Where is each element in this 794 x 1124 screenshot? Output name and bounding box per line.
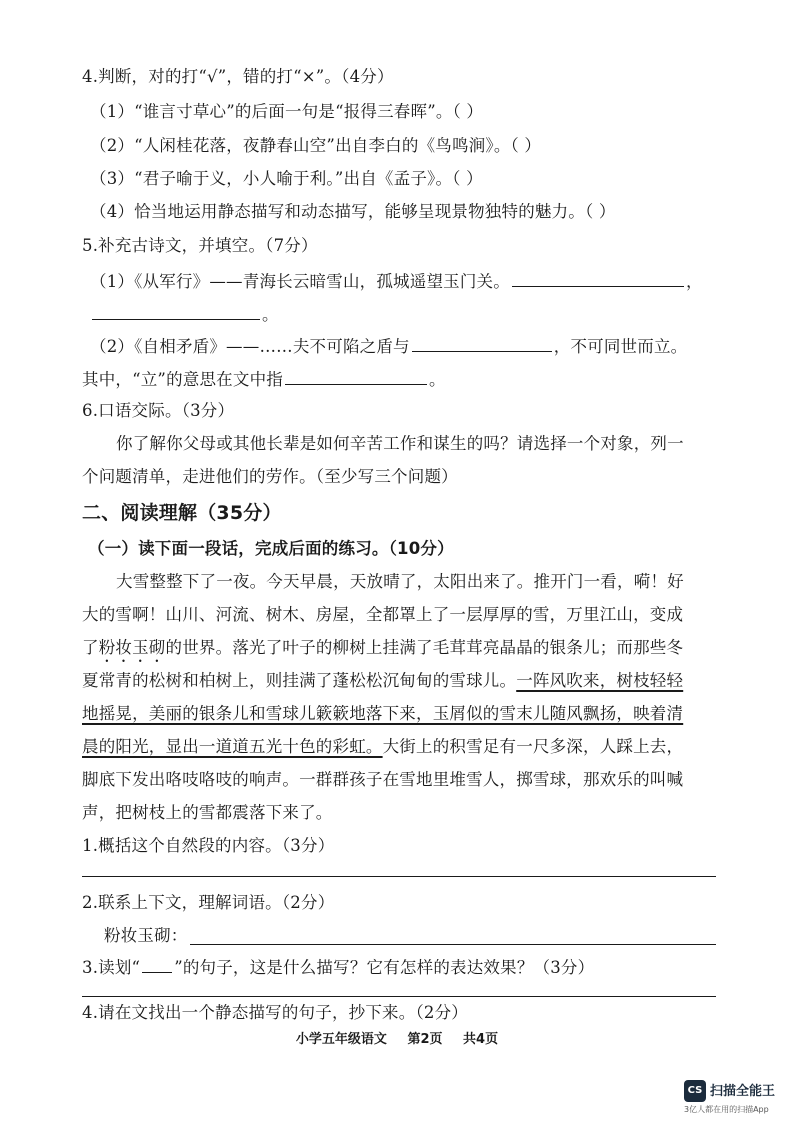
q4-title: 4.判断，对的打“√”，错的打“×”。（4分） [82, 67, 394, 86]
q6-body-line-2: 个问题清单，走进他们的劳作。（至少写三个问题） [82, 467, 458, 486]
reading-q1: 1.概括这个自然段的内容。（3分） [82, 836, 335, 855]
section-2-title: 二、阅读理解（35分） [82, 502, 282, 524]
passage-line-3 [82, 637, 683, 666]
underlined-sentence-part-1: 一阵风吹来，树枝轻轻 [516, 671, 684, 690]
camscanner-name: 扫描全能王 [710, 1084, 776, 1099]
q5-item-2-tail: ，不可同世而立。 [553, 337, 688, 356]
q5-item-2-text: （2）《自相矛盾》——……夫不可陷之盾与 [90, 337, 410, 356]
camscanner-logo-icon: CS [684, 1080, 706, 1102]
q5-comma: ， [685, 272, 703, 291]
q5-period-2: 。 [428, 370, 446, 389]
q4-item-2: （2）“人闲桂花落，夜静春山空”出自李白的《鸟鸣涧》。（ ） [90, 136, 542, 155]
passage-line-2: 大的雪啊！山川、河流、树木、房屋，全都罩上了一层厚厚的雪，万里江山，变成 [82, 605, 684, 624]
passage-line-6-b: 大街上的积雪足有一尺多深，人踩上去， [382, 737, 684, 756]
passage-line-8: 声，把树枝上的雪都震落下来了。 [82, 803, 333, 822]
reading-q2-word: 粉妆玉砌： [104, 926, 188, 945]
part-1-title: （一）读下面一段话，完成后面的练习。（10分） [88, 539, 454, 558]
reading-q2-answer-line[interactable] [190, 944, 716, 945]
q6-body-line-1: 你了解你父母或其他长辈是如何辛苦工作和谋生的吗？请选择一个对象，列一 [116, 434, 684, 453]
underlined-sentence-part-3: 晨的阳光，显出一道道五光十色的彩虹。 [82, 737, 383, 756]
dotted-word: 粉妆玉砌 [98, 638, 166, 657]
passage-line-7: 脚底下发出咯吱咯吱的响声。一群群孩子在雪地里堆雪人，掷雪球，那欢乐的叫喊 [82, 770, 684, 789]
passage-line-1: 大雪整整下了一夜。今天早晨，天放晴了，太阳出来了。推开门一看，嗬！好 [116, 572, 684, 591]
underline-marker [142, 956, 172, 973]
q4-item-1: （1）“谁言寸草心”的后面一句是“报得三春晖”。（ ） [90, 102, 484, 121]
q5-item-2 [90, 335, 687, 358]
reading-q4: 4.请在文找出一个静态描写的句子，抄下来。（2分） [82, 1003, 468, 1022]
passage-line-6 [82, 736, 683, 758]
q5-item-1-text: （1）《从军行》——青海长云暗雪山，孤城遥望玉门关。 [90, 272, 510, 291]
q5-item-2-meaning [82, 368, 446, 391]
passage-line-3-a: 了 [82, 638, 99, 657]
q5-answer-blank-3[interactable] [412, 335, 552, 352]
q5-answer-blank-4[interactable] [285, 368, 427, 385]
q4-item-4: （4）恰当地运用静态描写和动态描写，能够呈现景物独特的魅力。（ ） [90, 202, 616, 221]
q5-meaning-text: 其中，“立”的意思在文中指 [82, 370, 283, 389]
passage-line-4-a: 夏常青的松树和柏树上，则挂满了蓬松松沉甸甸的雪球儿。 [82, 671, 517, 690]
q4-item-3: （3）“君子喻于义，小人喻于利。”出自《孟子》。（ ） [90, 169, 483, 188]
passage-line-5 [82, 703, 683, 725]
q5-answer-blank-1[interactable] [512, 270, 684, 287]
passage-line-3-c: 的世界。落光了叶子的柳树上挂满了毛茸茸亮晶晶的银条儿；而那些冬 [165, 638, 684, 657]
reading-q2: 2.联系上下文，理解词语。（2分） [82, 893, 335, 912]
underlined-sentence-part-2: 地摇晃，美丽的银条儿和雪球儿簌簌地落下来，玉屑似的雪末儿随风飘扬，映着清 [82, 704, 684, 723]
reading-q3-a: 3.读划“ [82, 958, 141, 977]
q5-period: 。 [262, 305, 279, 324]
reading-q3-answer-line[interactable] [82, 996, 716, 997]
q5-title: 5.补充古诗文，并填空。（7分） [82, 236, 318, 255]
footer-page: 第2页 [407, 1032, 443, 1047]
reading-q1-answer-line[interactable] [82, 876, 716, 877]
camscanner-tagline: 3亿人都在用的扫描App [684, 1105, 769, 1114]
footer-total: 共4页 [463, 1032, 499, 1047]
page-footer [0, 1028, 794, 1047]
q6-title: 6.口语交际。（3分） [82, 401, 235, 420]
q5-answer-blank-2[interactable] [92, 303, 260, 320]
reading-q3-b: ”的句子，这是什么描写？它有怎样的表达效果？（3分） [174, 958, 595, 977]
reading-q3 [82, 956, 594, 979]
footer-subject: 小学五年级语文 [295, 1032, 387, 1047]
q5-item-1-cont [90, 303, 279, 326]
q5-item-1 [90, 270, 703, 293]
passage-line-4 [82, 670, 683, 692]
